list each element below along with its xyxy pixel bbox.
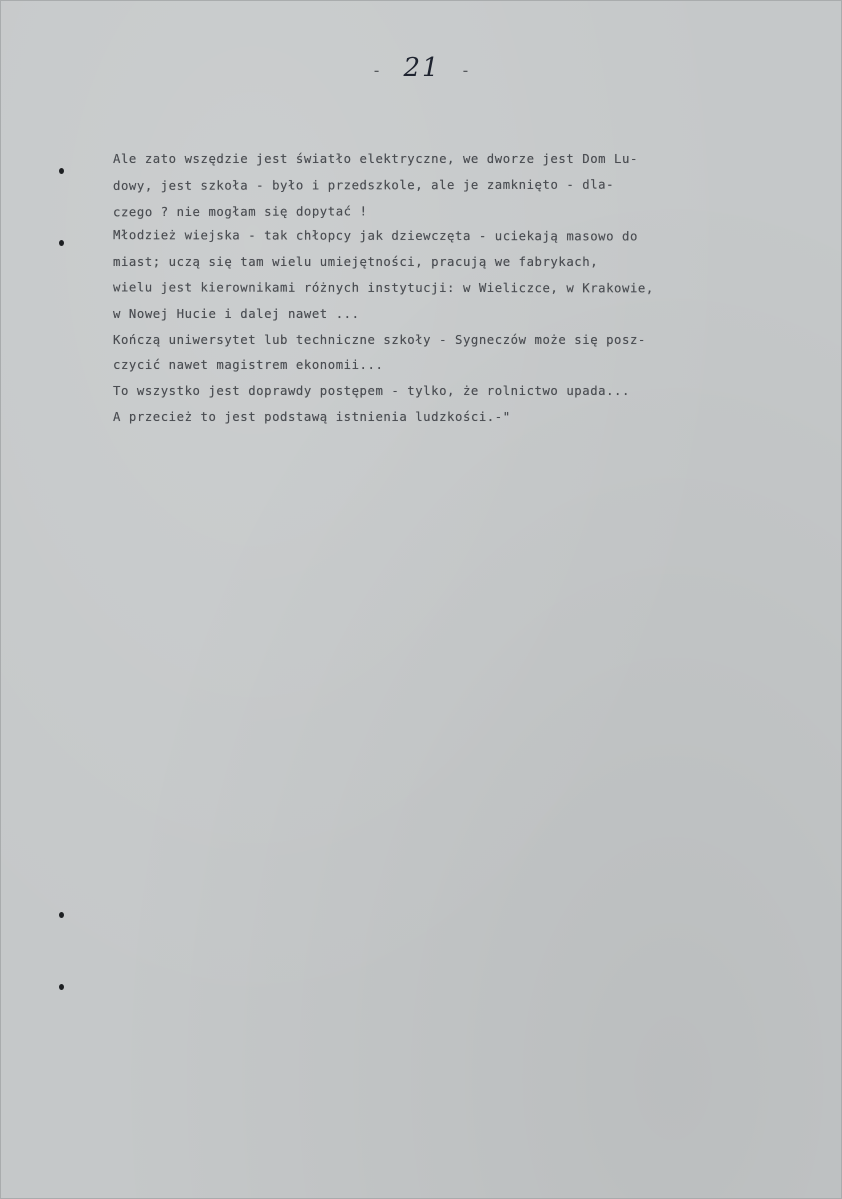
punch-hole-mark bbox=[59, 912, 64, 918]
text-line: Ale zato wszędzie jest światło elektryczne, we dworze jest Dom Lu- bbox=[113, 152, 638, 166]
text-line: To wszystko jest doprawdy postępem - tylko, że rolnictwo upada... bbox=[113, 384, 630, 399]
punch-hole-mark bbox=[59, 168, 64, 174]
text-line: dowy, jest szkoła - było i przedszkole, ale je zamknięto - dla- bbox=[112, 177, 615, 193]
text-line: Młodzież wiejska - tak chłopcy jak dziewczęta - uciekają masowo do bbox=[112, 228, 638, 244]
page-number bbox=[1, 53, 842, 83]
page-number-left-dash: - bbox=[371, 61, 384, 80]
text-line: Kończą uniwersytet lub techniczne szkoły - Sygneczów może się posz- bbox=[113, 332, 646, 347]
text-line: miast; uczą się tam wielu umiejętności, pracują we fabrykach, bbox=[113, 255, 599, 270]
page-number-value: 21 bbox=[403, 53, 441, 83]
text-line: czycić nawet magistrem ekonomii... bbox=[113, 358, 384, 373]
punch-hole-mark bbox=[59, 240, 64, 246]
page-number-right-dash: - bbox=[460, 61, 473, 80]
text-line: w Nowej Hucie i dalej nawet ... bbox=[113, 306, 360, 321]
punch-hole-mark bbox=[59, 984, 64, 990]
text-line: wielu jest kierownikami różnych instytucji: w Wieliczce, w Krakowie, bbox=[112, 280, 654, 296]
typewritten-text-block bbox=[113, 147, 813, 431]
text-line: czego ? nie mogłam się dopytać ! bbox=[112, 203, 368, 219]
text-line: A przecież to jest podstawą istnienia ludzkości.-" bbox=[113, 409, 511, 424]
